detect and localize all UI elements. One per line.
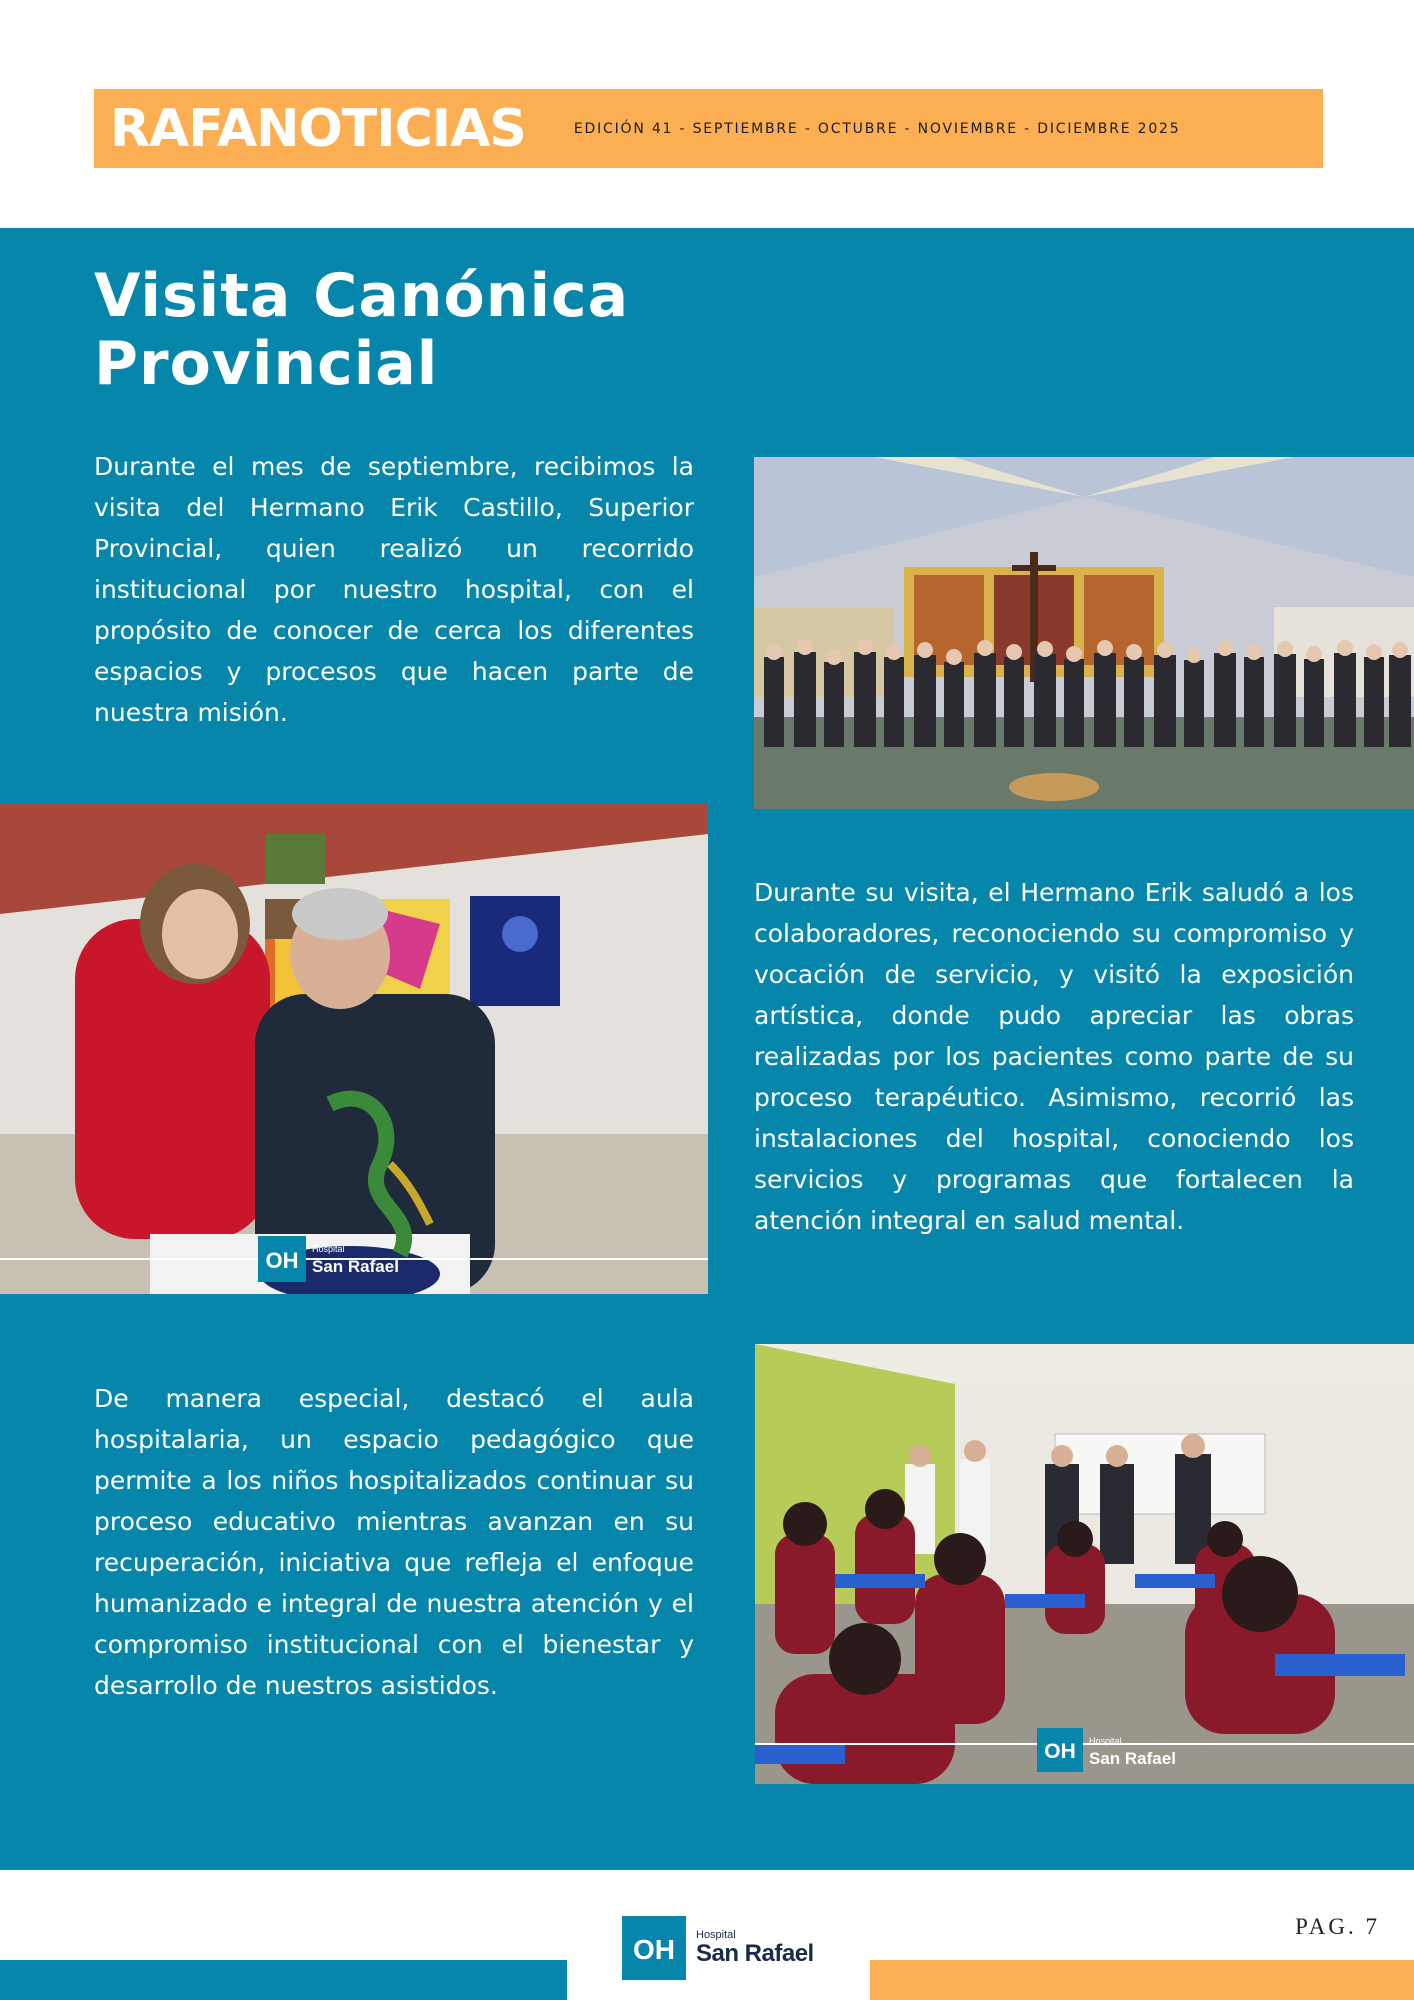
photo-watermark-mark-2: OH	[1044, 1740, 1076, 1763]
photo-watermark-name: San Rafael	[312, 1257, 399, 1276]
photo-hospital-classroom	[755, 1344, 1414, 1784]
photo-watermark-small-2: Hospital	[1089, 1736, 1122, 1746]
footer-bar-left	[0, 1960, 567, 2000]
article-paragraph-1: Durante el mes de septiembre, recibimos la visita del Hermano Erik Castillo, Superior Provincial, quien realizó un recorrido institucional por nuestro hospital, con el propósito de conocer de cerca los diferentes espacios y procesos que hacen parte de nuestra misión.	[94, 452, 694, 727]
edition-label: EDICIÓN 41 - SEPTIEMBRE - OCTUBRE - NOVIEMBRE - DICIEMBRE 2025	[573, 120, 1181, 137]
hospital-logo-small: Hospital	[696, 1929, 736, 1941]
masthead-band	[94, 89, 1323, 168]
footer-bar-right	[870, 1960, 1414, 2000]
article-title: Visita Canónica Provincial	[94, 261, 630, 399]
article-paragraph-2: Durante su visita, el Hermano Erik saludó a los colaboradores, reconociendo su compromiso y vocación de servicio, y visitó la exposición artística, donde pudo apreciar las obras realizadas por los pacientes como parte de su proceso terapéutico. Asimismo, recorrió las instalaciones del hospital, conociendo los servicios y programas que fortalecen la atención integral en salud mental.	[754, 878, 1354, 1235]
hospital-logo-mark	[622, 1916, 686, 1980]
photo-watermark-small: Hospital	[312, 1244, 345, 1254]
photo-watermark-name-2: San Rafael	[1089, 1749, 1176, 1768]
photo-group-chapel	[754, 457, 1414, 809]
article-section	[0, 228, 1414, 1870]
photo-watermark-mark: OH	[265, 1248, 299, 1273]
masthead-title: RAFANOTICIAS	[110, 98, 526, 159]
hospital-logo	[622, 1915, 832, 1981]
hospital-logo-mark-text: OH	[633, 1934, 675, 1965]
hospital-logo-name: San Rafael	[696, 1940, 814, 1967]
photo-art-exhibition	[0, 804, 708, 1294]
article-paragraph-3: De manera especial, destacó el aula hospitalaria, un espacio pedagógico que permite a los niños hospitalizados continuar su proceso educativo mientras avanzan en su recuperación, iniciativa que refleja el enfoque humanizado e integral de nuestra atención y el compromiso institucional con el bienestar y desarrollo de nuestros asistidos.	[94, 1384, 694, 1700]
page-number: PAG. 7	[1295, 1914, 1380, 1939]
